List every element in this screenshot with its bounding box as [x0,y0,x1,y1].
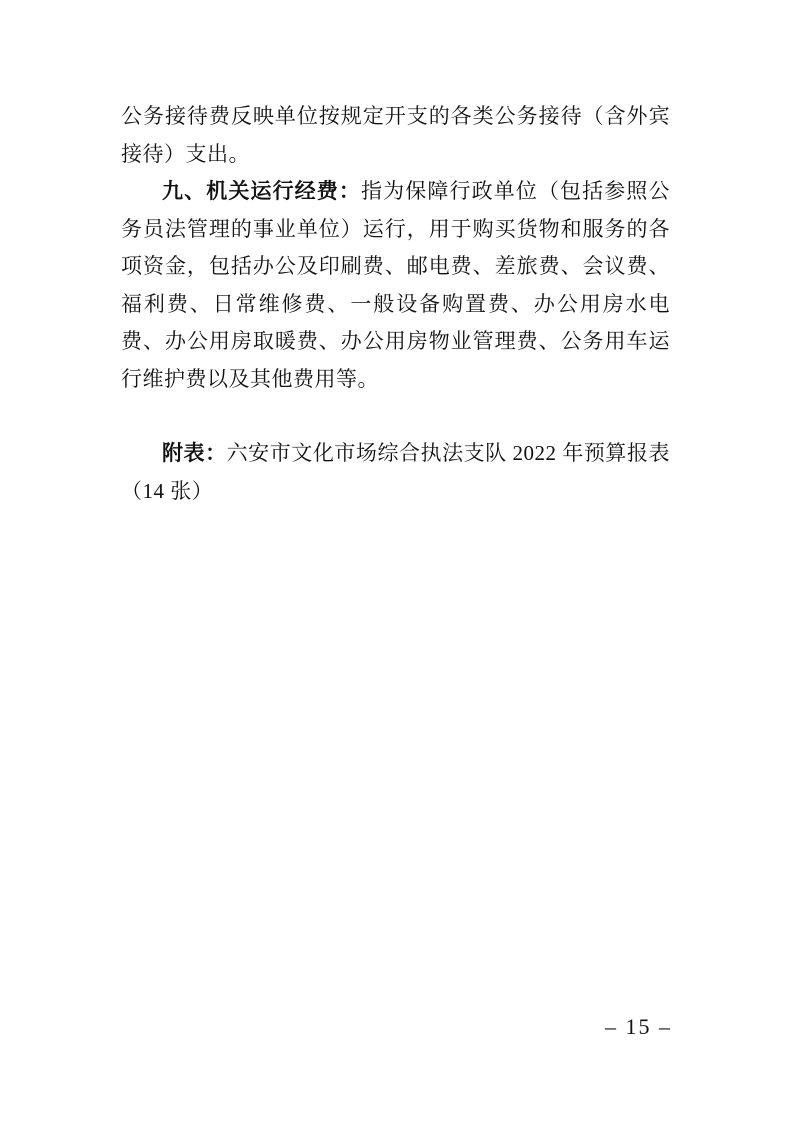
page-number: – 15 – [605,1014,672,1039]
paragraph-agency-operating-expenses [121,173,670,398]
paragraph-reception-expenses: 公务接待费反映单位按规定开支的各类公务接待（含外宾接待）支出。 [121,104,670,166]
attachment-text: 六安市文化市场综合执法支队 2022 年预算报表（14 张） [121,441,671,503]
heading-agency-operating-expenses: 九、机关运行经费： [162,179,362,203]
paragraph-attachment-note [121,435,670,510]
attachment-label: 附表： [162,441,227,465]
paragraph-agency-operating-expenses-text: 指为保障行政单位（包括参照公务员法管理的事业单位）运行，用于购买货物和服务的各项资金，包括办公及印刷费、邮电费、差旅费、会议费、福利费、日常维修费、一般设备购置费、办公用房水电费、办公用房取暖费、办公用房物业管理费、公务用车运行维护费以及其他费用等。 [121,179,671,391]
document-body [121,98,670,510]
